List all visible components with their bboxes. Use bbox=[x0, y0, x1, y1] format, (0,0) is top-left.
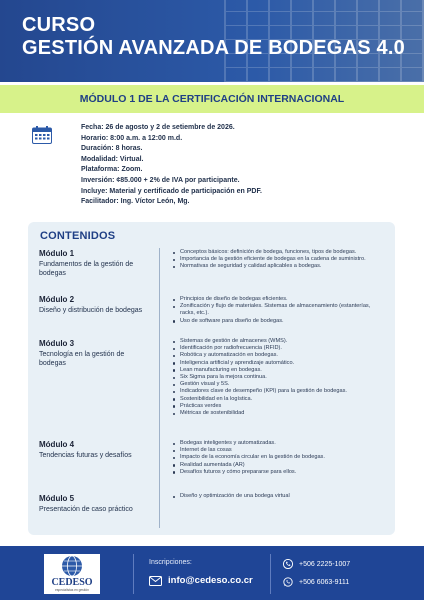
module-1-topics bbox=[173, 249, 385, 271]
topic-item: Principios de diseño de bodegas eficientes. bbox=[173, 296, 385, 303]
topic-item: Impacto de la economía circular en la gestión de bodegas. bbox=[173, 454, 385, 461]
topic-item: Zonificación y flujo de materiales. Sistemas de almacenamiento (estanterías, racks, etc.). bbox=[173, 303, 385, 317]
globe-icon bbox=[61, 555, 83, 577]
phone-number: +506 6063-9111 bbox=[299, 578, 350, 586]
topic-item: Conceptos básicos: definición de bodega, funciones, tipos de bodegas. bbox=[173, 249, 385, 256]
detail-modality: Modalidad: Virtual. bbox=[81, 155, 144, 163]
module-5 bbox=[39, 494, 151, 514]
registration-label: Inscripciones: bbox=[149, 559, 192, 566]
topic-item: Robótica y automatización en bodegas. bbox=[173, 352, 385, 359]
phone-icon bbox=[283, 559, 293, 569]
module-title: Módulo 2 bbox=[39, 295, 75, 304]
phone-1[interactable] bbox=[283, 559, 350, 569]
phone-2[interactable] bbox=[283, 577, 349, 587]
header-banner bbox=[0, 0, 424, 82]
contents-divider bbox=[159, 248, 160, 528]
detail-investment: Inversión: ¢85.000 + 2% de IVA por participante. bbox=[81, 176, 240, 184]
module-3 bbox=[39, 339, 151, 368]
topic-item: Prácticas verdes bbox=[173, 403, 385, 410]
course-title bbox=[22, 14, 405, 60]
course-details bbox=[81, 123, 411, 208]
module-name: Diseño y distribución de bodegas bbox=[39, 307, 143, 314]
email-link[interactable]: info@cedeso.co.cr bbox=[168, 575, 253, 586]
topic-item: Desafíos futuros y cómo prepararse para ellos. bbox=[173, 469, 385, 476]
module-5-topics bbox=[173, 493, 385, 500]
mail-icon bbox=[149, 576, 162, 586]
module-2-topics bbox=[173, 296, 385, 325]
module-title: Módulo 5 bbox=[39, 494, 75, 503]
topic-item: Indicadores clave de desempeño (KPI) para la gestión de bodegas. bbox=[173, 388, 385, 395]
whatsapp-icon bbox=[283, 577, 293, 587]
topic-item: Identificación por radiofrecuencia (RFID). bbox=[173, 345, 385, 352]
module-title: Módulo 4 bbox=[39, 440, 75, 449]
logo-wordmark: CEDESO bbox=[51, 577, 93, 588]
detail-facilitator: Facilitador: Ing. Víctor León, Mg. bbox=[81, 198, 190, 206]
topic-item: Sostenibilidad en la logística. bbox=[173, 396, 385, 403]
topic-item: Lean manufacturing en bodegas. bbox=[173, 367, 385, 374]
module-name: Tendencias futuras y desafíos bbox=[39, 452, 132, 459]
topic-item: Importancia de la gestión eficiente de bodegas en la cadena de suministro. bbox=[173, 256, 385, 263]
topic-item: Six Sigma para la mejora continua. bbox=[173, 374, 385, 381]
topic-item: Métricas de sostenibilidad bbox=[173, 410, 385, 417]
topic-item: Bodegas inteligentes y automatizadas. bbox=[173, 440, 385, 447]
phone-number: +506 2225-1007 bbox=[299, 560, 351, 568]
footer-divider bbox=[270, 554, 271, 594]
module-3-topics bbox=[173, 338, 385, 417]
topic-item: Inteligencia artificial y aprendizaje automático. bbox=[173, 360, 385, 367]
topic-item: Gestión visual y 5S. bbox=[173, 381, 385, 388]
topic-item: Realidad aumentada (AR) bbox=[173, 462, 385, 469]
course-title-line2: GESTIÓN AVANZADA DE BODEGAS 4.0 bbox=[22, 37, 405, 59]
footer bbox=[0, 546, 424, 600]
detail-schedule: Horario: 8:00 a.m. a 12:00 m.d. bbox=[81, 134, 183, 142]
detail-date: Fecha: 26 de agosto y 2 de setiembre de 2026. bbox=[81, 124, 235, 131]
topic-item: Uso de software para diseño de bodegas. bbox=[173, 318, 385, 325]
module-title: Módulo 3 bbox=[39, 339, 75, 348]
module-name: Fundamentos de la gestión de bodegas bbox=[39, 261, 134, 278]
module-2 bbox=[39, 295, 151, 315]
module-4 bbox=[39, 440, 151, 460]
contents-heading: CONTENIDOS bbox=[40, 230, 116, 242]
course-title-line1: CURSO bbox=[22, 14, 96, 36]
module-4-topics bbox=[173, 440, 385, 476]
cedeso-logo bbox=[44, 554, 100, 594]
topic-item: Diseño y optimización de una bodega virtual bbox=[173, 493, 385, 500]
topic-item: Sistemas de gestión de almacenes (WMS). bbox=[173, 338, 385, 345]
module-banner-text: MÓDULO 1 DE LA CERTIFICACIÓN INTERNACIONAL bbox=[79, 93, 345, 105]
module-name: Tecnología en la gestión de bodegas bbox=[39, 351, 125, 368]
detail-includes: Incluye: Material y certificado de participación en PDF. bbox=[81, 187, 262, 195]
calendar-icon bbox=[32, 126, 52, 144]
footer-divider bbox=[133, 554, 134, 594]
detail-platform: Plataforma: Zoom. bbox=[81, 166, 143, 174]
module-title: Módulo 1 bbox=[39, 249, 75, 258]
topic-item: Normativas de seguridad y calidad aplicables a bodegas. bbox=[173, 263, 385, 270]
module-1 bbox=[39, 249, 151, 278]
detail-duration: Duración: 8 horas. bbox=[81, 145, 143, 153]
module-banner bbox=[0, 85, 424, 113]
topic-item: Internet de las cosas bbox=[173, 447, 385, 454]
contents-panel bbox=[28, 222, 395, 535]
module-name: Presentación de caso práctico bbox=[39, 506, 133, 513]
logo-tagline: especialistas en gestión bbox=[55, 588, 89, 592]
